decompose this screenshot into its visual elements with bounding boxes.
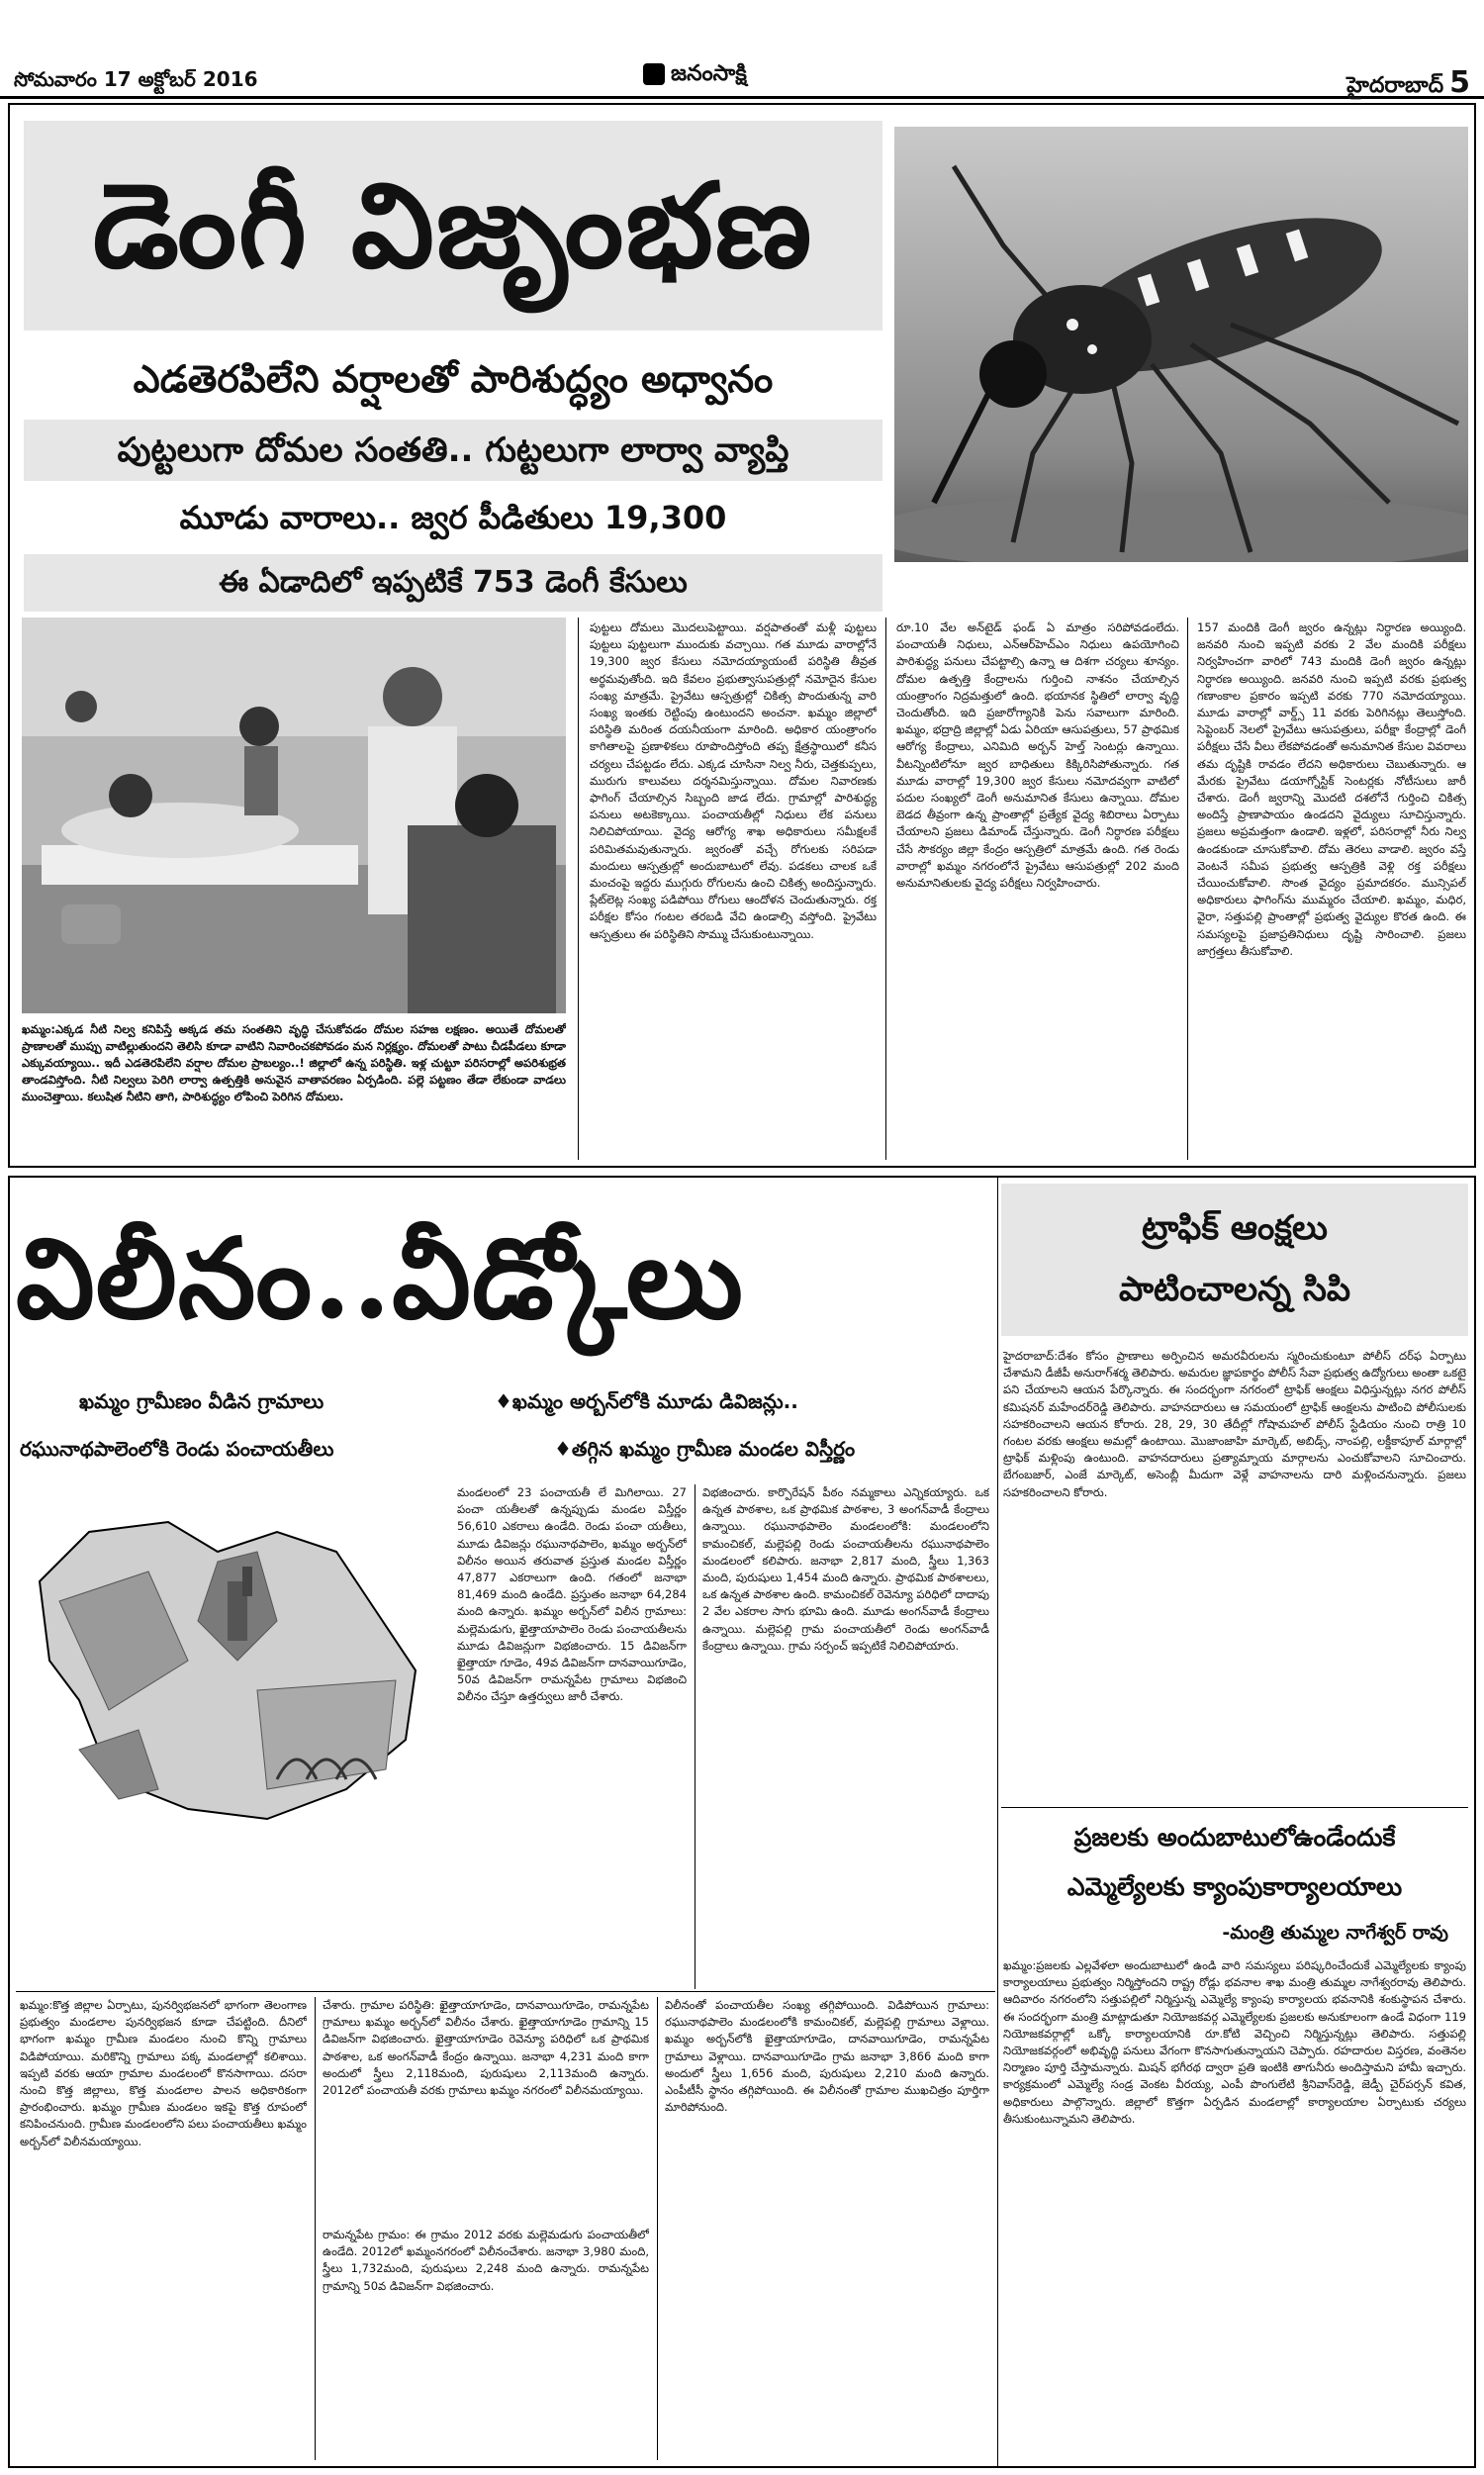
mosquito-photo [894, 127, 1468, 562]
merger-headline: విలీనం..వీడ్కోలు [16, 1214, 744, 1344]
column-rule [885, 618, 886, 1160]
dengue-subhead-3: మూడు వారాలు.. జ్వర పీడితులు 19,300 [24, 489, 882, 546]
camp-office-byline: -మంత్రి తుమ్మల నాగేశ్వర్ రావు [1222, 1922, 1448, 1944]
dengue-subhead-4: ఈ ఏడాదిలో ఇప్పటికే 753 డెంగీ కేసులు [24, 554, 882, 612]
merger-deck-1a: ఖమ్మం గ్రామీణం వీడిన గ్రామాలు [79, 1389, 325, 1413]
khammam-mandal-map [20, 1492, 451, 1841]
edition-city [1346, 65, 1470, 103]
traffic-headline-line-1: ట్రాఫిక్ ఆంక్షలు [1142, 1208, 1328, 1248]
brand-logo-icon [643, 63, 665, 85]
dengue-headline: డెంగీ విజృంభణ [24, 121, 882, 331]
page-number: 5 [1449, 65, 1470, 100]
section-rule [16, 1991, 995, 1992]
dengue-subhead-1: ఎడతెరపిలేని వర్షాలతో పారిశుద్ధ్యం అధ్వానం [24, 346, 882, 412]
column-rule [997, 1178, 998, 2466]
merger-deck-1b: ♦ఖమ్మం అర్బన్‌లోకి మూడు డివిజన్లు.. [495, 1389, 798, 1413]
dengue-column-1: పుట్టలు దోమలు మొదలుపెట్టాయి. వర్షపాతంతో మళ్లీ పుట్టలు పుట్టలు పుట్టలుగా ముందుకు వచ్చాయి. గత మూడు వారాల్లోనే 19,300 జ్వర కేసులు నమోదయ్యాయంటే పరిస్థితి తీవ్రత అర్థమవుతోంది. ఇది కేవలం ప్రభుత్వాసుపత్రుల్లో నమోదైన కేసుల సంఖ్య మాత్రమే. ప్రైవేటు ఆస్పత్రుల్లో చికిత్స పొందుతున్న వారి సంఖ్య ఇంతకు రెట్టింపు ఉంటుందని అంచనా. ఖమ్మం జిల్లాలో పరిస్థితి మరింత దయనీయంగా మారింది. అధికార యంత్రాంగం కాగితాలపై ప్రణాళికలు రూపొందిస్తోంది తప్ప క్షేత్రస్థాయిలో కనీస చర్యలు చేపట్టడం లేదు. ఎక్కడ చూసినా నిల్వ నీరు, చెత్తకుప్పలు, మురుగు కాలువలు దర్శనమిస్తున్నాయి. దోమల నివారణకు ఫాగింగ్ చేయాల్సిన సిబ్బంది జాడ లేదు. గ్రామాల్లో పారిశుద్ధ్య పనులు అటకెక్కాయి. పంచాయతీల్లో నిధులు లేక పనులు నిలిచిపోయాయి. వైద్య ఆరోగ్య శాఖ అధికారులు సమీక్షలకే పరిమితమవుతున్నారు. జ్వరంతో వచ్చే రోగులకు సరిపడా మందులు ఆస్పత్రుల్లో అందుబాటులో లేవు. పడకలు చాలక ఒకే మంచంపై ఇద్దరు ముగ్గురు రోగులను ఉంచి చికిత్స అందిస్తున్నారు. ప్లేట్‌లెట్ల సంఖ్య పడిపోయి రోగులు ఆందోళన చెందుతున్నారు. రక్త పరీక్షల కోసం గంటల తరబడి వేచి ఉండాల్సి వస్తోంది. ప్రైవేటు ఆస్పత్రులు ఈ పరిస్థితిని సొమ్ము చేసుకుంటున్నాయి. [590, 620, 877, 941]
brand-name: జనంసాక్షి [671, 61, 747, 86]
merger-column-2: విభజించారు. కార్పొరేషన్ పీఠం నమ్మకాలు ఎన్నికయ్యారు. ఒక ఉన్నత పాఠశాల, ఒక ప్రాథమిక పాఠశాల, 3 అంగన్‌వాడీ కేంద్రాలు ఉన్నాయి. రఘునాథపాలెం మండలంలోకి: మండలంలోని కామంచికల్, మల్లెపల్లి రెండు పంచాయతీలను రఘునాథపాలెం మండలంలో కలిపారు. జనాభా 2,817 మంది, స్త్రీలు 1,363 మంది, పురుషులు 1,454 మంది ఉన్నారు. ప్రాథమిక పాఠశాలలు, ఒక ఉన్నత పాఠశాల ఉంది. కామంచికల్ రెవెన్యూ పరిధిలో దాదాపు 2 వేల ఎకరాల సాగు భూమి ఉంది. మూడు అంగన్‌వాడీ కేంద్రాలు ఉన్నాయి. మల్లెపల్లి గ్రామ పంచాయతీలో రెండు అంగన్‌వాడీ కేంద్రాలు ఉన్నాయి. గ్రామ సర్పంచ్‌ ఇప్పటికే నిలిచిపోయారు. [702, 1485, 989, 1653]
merger-column-5: రామన్నపేట గ్రామం: ఈ గ్రామం 2012 వరకు మల్లెమడుగు పంచాయతీలో ఉండేది. 2012లో ఖమ్మంనగరంలో విలీనంచేశారు. జనాభా 3,980 మంది, స్త్రీలు 1,732మంది, పురుషులు 2,248 మంది ఉన్నారు. రామన్నపేట గ్రామాన్ని 50వ డివిజన్‌గా విభజించారు. [323, 2228, 649, 2293]
merger-column-3: ఖమ్మం:కొత్త జిల్లాల ఏర్పాటు, పునర్విభజనలో భాగంగా తెలంగాణ ప్రభుత్వం మండలాల పునర్విభజన కూడా చేపట్టింది. దీనిలో భాగంగా ఖమ్మం గ్రామీణ మండలం నుంచి కొన్ని గ్రామాలు విడిపోయాయి. మరికొన్ని గ్రామాలు పక్క మండలాల్లో కలిశాయి. ఇప్పటి వరకు ఆయా గ్రామాల మండలంలో కొనసాగాయి. దసరా నుంచి కొత్త జిల్లాలు, కొత్త మండలాల పాలన అధికారికంగా ప్రారంభించారు. ఖమ్మం గ్రామీణ మండలం ఇకపై కొత్త రూపంలో కనిపించనుంది. గ్రామీణ మండలంలోని పలు పంచాయతీలు ఖమ్మం అర్బన్‌లో విలీనమయ్యాయి. [20, 1998, 307, 2148]
dengue-photo-caption: ఖమ్మం:ఎక్కడ నీటి నిల్వ కనిపిస్తే అక్కడ తమ సంతతిని వృద్ధి చేసుకోవడం దోమల సహజ లక్షణం. అయితే దోమలతో ప్రాణాలతో ముప్పు వాటిల్లుతుందని తెలిసి కూడా వాటిని నివారించకపోవడం మన నిర్లక్ష్యం. దోమలతో పాటు చీడపీడలు కూడా ఎక్కువయ్యాయి.. ఇదీ ఎడతెరపిలేని వర్షాల దోమల ప్రాబల్యం..! జిల్లాలో ఉన్న పరిస్థితి. ఇళ్ల చుట్టూ పరిసరాల్లో అపరిశుభ్రత తాండవిస్తోంది. నీటి నిల్వలు పెరిగి లార్వా ఉత్పత్తికి అనువైన వాతావరణం ఏర్పడింది. పల్లె పట్టణం తేడా లేకుండా వాడలు ముంచెత్తాయి. కలుషిత నీటిని తాగి, పారిశుద్ధ్యం లోపించి పెరిగిన దోమలు. [22, 1022, 566, 1103]
city-name: హైదరాబాద్ [1346, 73, 1444, 98]
traffic-headline [1001, 1184, 1468, 1336]
column-rule [578, 618, 579, 1160]
masthead [0, 0, 1484, 99]
section-rule [1001, 1807, 1468, 1808]
merger-column-1: మండలంలో 23 పంచాయతీ లే మిగిలాయి. 27 పంచా యతీలతో ఉన్నప్పుడు మండల విస్తీర్ణం 56,610 ఎకరాలు ఉండేది. రెండు పంచా యతీలు, మూడు డివిజన్లు రఘునాథపాలెం, ఖమ్మం అర్బన్‌లో విలీనం అయిన తరువాత ప్రస్తుత మండల విస్తీర్ణం 47,877 ఎకరాలుగా ఉంది. గతంలో జనాభా 81,469 మంది ఉండేది. ప్రస్తుతం జనాభా 64,284 మంది ఉన్నారు. ఖమ్మం అర్బన్‌లో విలీన గ్రామాలు: మల్లెమడుగు, ఖైత్తాయాపాలెం రెండు పంచాయతీలను మూడు డివిజన్లుగా విభజించారు. 15 డివిజన్‌గా ఖైత్తాయా గూడెం, 49వ డివిజన్‌గా దానవాయిగూడెం, 50వ డివిజన్‌గా రామన్నపేట గ్రామాలు విభజించి విలీనం చేస్తూ ఉత్తర్వులు జారీ చేశారు. [457, 1485, 687, 1704]
merger-column-4: చేశారు. గ్రామాల పరిస్థితి: ఖైత్తాయాగూడెం, దానవాయిగూడెం, రామన్నపేట గ్రామాలు ఖమ్మం అర్బన్‌లో విలీనం చేశారు. ఖైత్తాయాగూడెం గ్రామాన్ని 15 డివిజన్‌గా విభజించారు. ఖైత్తాయాగూడెం రెవెన్యూ పరిధిలో ఒక ప్రాథమిక పాఠశాల, ఒక అంగన్‌వాడీ కేంద్రం ఉన్నాయి. జనాభా 4,231 మంది కాగా అందులో స్త్రీలు 2,118మంది, పురుషులు 2,113మంది ఉన్నారు. 2012లో పంచాయతీ వరకు గ్రామాలు ఖమ్మం నగరంలో విలీనమయ్యాయి. [323, 1998, 649, 2098]
column-rule [315, 1997, 316, 2460]
merger-deck-2a: రఘునాథపాలెంలోకి రెండు పంచాయతీలు [20, 1437, 334, 1461]
merger-deck-2b: ♦తగ్గిన ఖమ్మం గ్రామీణ మండల విస్తీర్ణం [554, 1437, 856, 1461]
dengue-subhead-2: పుట్టలుగా దోమల సంతతి.. గుట్టలుగా లార్వా వ్యాప్తి [24, 420, 882, 481]
dengue-column-3: 157 మందికి డెంగీ జ్వరం ఉన్నట్లు నిర్ధారణ అయ్యింది. జనవరి నుంచి ఇప్పటి వరకు 2 వేల మందికి పరీక్షలు నిర్వహించగా వారిలో 743 మందికి డెంగీ జ్వరం ఉన్నట్లు నిర్ధారణ అయ్యింది. జనవరి నుంచి ఇప్పటి వరకు ప్రభుత్వ గణాంకాల ప్రకారం ఇప్పటి వరకు 770 నమోదయ్యాయి. మూడు వారాల్లో వార్డ్స్‌ 11 వరకు పెరిగినట్లు తెలుస్తోంది. సెప్టెంబర్ నెలలో ప్రైవేటు ఆసుపత్రులు, పరీక్షా కేంద్రాల్లో డెంగీ పరీక్షలు చేసే వీలు లేకపోవడంతో అనుమానిత కేసుల వివరాలు తమ దృష్టికి రావడం లేదని అధికారులు చెబుతున్నారు. ఆ మేరకు ప్రైవేటు డయాగ్నోస్టిక్ సెంటర్లకు నోటీసులు జారీ చేశారు. డెంగీ జ్వరాన్ని మొదటి దశలోనే గుర్తించి చికిత్స అందిస్తే ప్రాణాపాయం ఉండదని వైద్యులు సూచిస్తున్నారు. ప్రజలు అప్రమత్తంగా ఉండాలి. ఇళ్లలో, పరిసరాల్లో నీరు నిల్వ ఉండకుండా చూసుకోవాలి. దోమ తెరలు వాడాలి. జ్వరం వస్తే వెంటనే సమీప ప్రభుత్వ ఆస్పత్రికి వెళ్లి రక్త పరీక్షలు చేయించుకోవాలి. సొంత వైద్యం ప్రమాదకరం. మున్సిపల్ అధికారులు ఫాగింగ్‌ను ముమ్మరం చేయాలి. ఖమ్మం, మధిర, వైరా, సత్తుపల్లి ప్రాంతాల్లో ప్రభుత్వ వైద్యుల కొరత ఉంది. ఈ సమస్యలపై ప్రజాప్రతినిధులు దృష్టి సారించాలి. ప్రజలు జాగ్రత్తలు తీసుకోవాలి. [1197, 620, 1466, 958]
traffic-body: హైదరాబాద్‌:దేశం కోసం ప్రాణాలు అర్పించిన అమరవీరులను స్మరించుకుంటూ పోలీస్ దర్‌ఫ ఏర్పాటు చేశామని డీజీపీ అనురాగ్‌శర్మ తెలిపారు. అమరుల జ్ఞాపకార్థం పోలీస్ సేవా ప్రభుత్వ ఉద్యోగులు అంతా ఒకటై పని చేయాలని ఆయన పేర్కొన్నారు. ఈ సందర్భంగా నగరంలో ట్రాఫిక్ ఆంక్షలు విధిస్తున్నట్లు నగర పోలీస్ కమిషనర్ మహేందర్‌రెడ్డి తెలిపారు. వాహనదారులు ఆ సమయంలో ట్రాఫిక్ ఆంక్షలను పాటించి పోలీసులకు సహకరించాలని ఆయన కోరారు. 28, 29, 30 తేదీల్లో గోషామహల్ పోలీస్ స్టేడియం నుంచి రాత్రి 10 గంటల వరకు ఆంక్షలు అమల్లో ఉంటాయి. మొజాంజాహి మార్కెట్, అబిడ్స్, నాంపల్లి, లక్డీకాపూల్ మార్గాల్లో ట్రాఫిక్ మళ్లింపు ఉంటుంది. వాహనదారులు ప్రత్యామ్నాయ మార్గాలను ఎంచుకోవాలని సూచించారు. బేగంబజార్, ఎంజే మార్కెట్, అసెంబ్లీ మీదుగా వెళ్లే వాహనాలను దారి మళ్లించనున్నారు. ప్రజలు సహకరించాలని కోరారు. [1003, 1349, 1466, 1499]
mosquito-illustration [894, 127, 1468, 562]
column-rule [657, 1997, 658, 2460]
hospital-ward-photo [22, 618, 566, 1013]
column-rule [1187, 618, 1188, 1160]
column-rule [695, 1484, 696, 1989]
newspaper-brand [643, 61, 747, 91]
issue-date: సోమవారం 17 అక్టోబర్ 2016 [14, 67, 258, 91]
camp-office-body: ఖమ్మం:ప్రజలకు ఎల్లవేళలా అందుబాటులో ఉండి వారి సమస్యలు పరిష్కరించేందుకే ఎమ్మెల్యేలకు క్యాంపు కార్యాలయాలు ప్రభుత్వం నిర్మిస్తోందని రాష్ట్ర రోడ్లు భవనాల శాఖ మంత్రి తుమ్మల నాగేశ్వరరావు తెలిపారు. ఆదివారం నగరంలోని సత్తుపల్లిలో నిర్మిస్తున్న ఎమ్మెల్యే క్యాంపు కార్యాలయ భవనానికి శంకుస్థాపన చేశారు. ఈ సందర్భంగా మంత్రి మాట్లాడుతూ నియోజకవర్గ ఎమ్మెల్యేలకు ప్రజలకు అనుకూలంగా ఉండే విధంగా 119 నియోజకవర్గాల్లో ఒక్కో కార్యాలయానికి రూ.కోటి వెచ్చించి నిర్మిస్తున్నట్లు తెలిపారు. సత్తుపల్లి నియోజకవర్గంలో అభివృద్ధి పనులు వేగంగా కొనసాగుతున్నాయని చెప్పారు. రహదారుల విస్తరణ, వంతెనల నిర్మాణం పూర్తి చేస్తామన్నారు. మిషన్ భగీరథ ద్వారా ప్రతి ఇంటికి తాగునీరు అందిస్తామని హామీ ఇచ్చారు. కార్యక్రమంలో ఎమ్మెల్యే సండ్ర వెంకట వీరయ్య, ఎంపీ పొంగులేటి శ్రీనివాస్‌రెడ్డి, జెడ్పీ చైర్‌పర్సన్ కవిత, అధికారులు పాల్గొన్నారు. జిల్లాలో కొత్తగా ఏర్పడిన మండలాల్లో కార్యాలయాల ఏర్పాటుకు చర్యలు తీసుకుంటున్నామని తెలిపారు. [1003, 1958, 1466, 2126]
traffic-headline-line-2: పాటించాలన్న సిపి [1119, 1270, 1350, 1309]
dengue-column-2: రూ.10 వేల అన్‌టైడ్ ఫండ్ ఏ మాత్రం సరిపోవడంలేదు. పంచాయతీ నిధులు, ఎన్ఆర్‌హెచ్ఎం నిధులు ఉపయోగించి పారిశుద్ధ్య పనులు చేపట్టాల్సి ఉన్నా ఆ దిశగా చర్యలు శూన్యం. దోమల ఉత్పత్తి కేంద్రాలను గుర్తించి నాశనం చేయాల్సిన యంత్రాంగం నిద్రమత్తులో ఉంది. భయానక స్థితిలో లార్వా వృద్ధి చెందుతోంది. ఇది ప్రజారోగ్యానికి పెను సవాలుగా మారింది. ఖమ్మం, భద్రాద్రి జిల్లాల్లో ఏడు ఏరియా ఆసుపత్రులు, 57 ప్రాథమిక ఆరోగ్య కేంద్రాలు, ఎనిమిది అర్బన్ హెల్త్ సెంటర్లు ఉన్నాయి. వీటన్నింటిలోనూ జ్వర బాధితులు కిక్కిరిసిపోతున్నారు. గత మూడు వారాల్లో 19,300 జ్వర కేసులు నమోదవ్వగా వాటిలో పదుల సంఖ్యలో డెంగీ అనుమానిత కేసులు ఉన్నాయి. దోమల బెడద తీవ్రంగా ఉన్న ప్రాంతాల్లో ప్రత్యేక వైద్య శిబిరాలు ఏర్పాటు చేయాలని ప్రజలు డిమాండ్ చేస్తున్నారు. డెంగీ నిర్ధారణ పరీక్షలు చేసే సౌకర్యం జిల్లా కేంద్రం ఆస్పత్రిలో మాత్రమే ఉంది. గత రెండు వారాల్లో ఖమ్మం నగరంలోనే ప్రైవేటు ఆసుపత్రుల్లో 202 మంది అనుమానితులకు వైద్య పరీక్షలు నిర్వహించారు. [896, 620, 1179, 891]
merger-column-6: విలీనంతో పంచాయతీల సంఖ్య తగ్గిపోయింది. విడిపోయిన గ్రామాలు: రఘునాథపాలెం మండలంలోకి కామంచికల్, మల్లెపల్లి గ్రామాలు వెళ్లాయి. ఖమ్మం అర్బన్‌లోకి ఖైత్తాయాగూడెం, దానవాయిగూడెం, రామన్నపేట గ్రామాలు వెళ్లాయి. దానవాయిగూడెం గ్రామ జనాభా 3,866 మంది కాగా అందులో స్త్రీలు 1,656 మంది, పురుషులు 2,210 మంది ఉన్నారు. ఎంపీటీసీ స్థానం తగ్గిపోయింది. ఈ విలీనంతో గ్రామాల ముఖచిత్రం పూర్తిగా మారిపోనుంది. [665, 1998, 989, 2115]
camp-office-headline-1: ప్రజలకు అందుబాటులోఉండేందుకే [1073, 1823, 1396, 1852]
camp-office-headline-2: ఎమ్మెల్యేలకు క్యాంపుకార్యాలయాలు [1067, 1872, 1403, 1901]
hospital-ward-illustration [22, 618, 566, 1013]
